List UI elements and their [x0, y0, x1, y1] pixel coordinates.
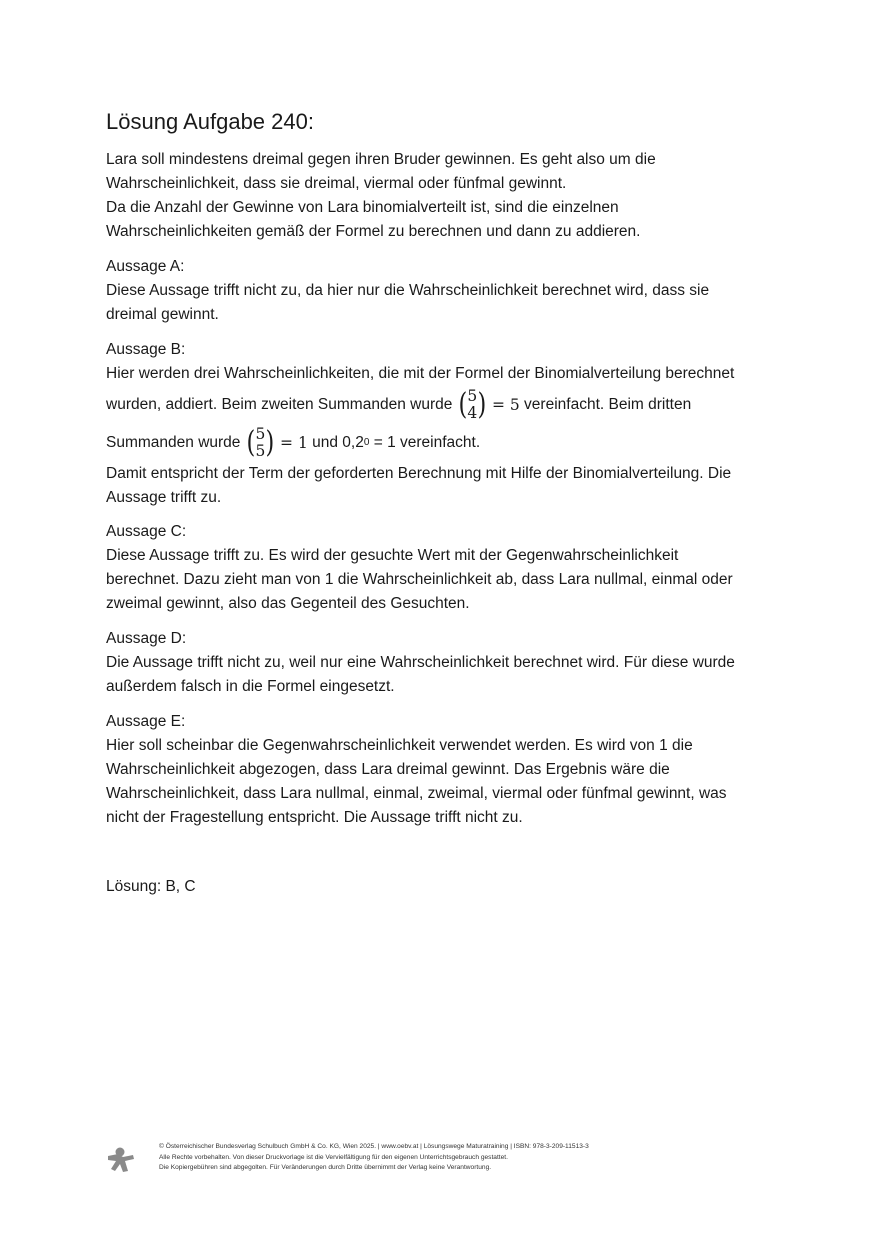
- aussage-e-section: [106, 710, 796, 830]
- intro-paragraph: [106, 148, 796, 244]
- aussage-b-binom-line-1: [106, 386, 796, 424]
- aussage-b-text: = 1 vereinfacht.: [369, 434, 481, 451]
- aussage-b-line: Hier werden drei Wahrscheinlichkeiten, die mit der Formel der Binomialverteilung berechnet: [106, 365, 735, 382]
- aussage-e-line: Wahrscheinlichkeit, dass Lara nullmal, einmal, zweimal, viermal oder fünfmal gewinnt, was: [106, 785, 727, 802]
- page-title: Lösung Aufgabe 240:: [106, 109, 314, 134]
- aussage-b-text: vereinfacht. Beim dritten: [519, 396, 692, 413]
- aussage-c-line: berechnet. Dazu zieht man von 1 die Wahrscheinlichkeit ab, dass Lara nullmal, einmal oder: [106, 571, 733, 588]
- aussage-e-line: Hier soll scheinbar die Gegenwahrscheinlichkeit verwendet werden. Es wird von 1 die: [106, 737, 693, 754]
- aussage-d-section: [106, 627, 796, 699]
- aussage-d-line: außerdem falsch in die Formel eingesetzt.: [106, 678, 395, 695]
- aussage-b-text: und 0,2: [307, 434, 364, 451]
- binom-bottom: 4: [467, 404, 478, 422]
- aussage-e-line: Wahrscheinlichkeit abgezogen, dass Lara dreimal gewinnt. Das Ergebnis wäre die: [106, 761, 670, 778]
- intro-line: Da die Anzahl der Gewinne von Lara binomialverteilt ist, sind die einzelnen: [106, 199, 619, 216]
- right-paren: ): [265, 425, 275, 460]
- intro-line: Wahrscheinlichkeit, dass sie dreimal, viermal oder fünfmal gewinnt.: [106, 175, 567, 192]
- aussage-b-line: Damit entspricht der Term der geforderten Berechnung mit Hilfe der Binomialverteilung. Die: [106, 465, 732, 482]
- aussage-c-line: Diese Aussage trifft zu. Es wird der gesuchte Wert mit der Gegenwahrscheinlichkeit: [106, 547, 679, 564]
- footer-text: [159, 1142, 589, 1174]
- solution-section: [106, 875, 796, 899]
- binom-equals: = 1: [280, 434, 308, 452]
- aussage-b-heading: Aussage B:: [106, 341, 186, 358]
- right-paren: ): [477, 387, 487, 422]
- binom-equals: = 5: [491, 396, 520, 414]
- aussage-b-text: Summanden wurde: [106, 434, 245, 451]
- aussage-a-line: dreimal gewinnt.: [106, 306, 219, 323]
- left-paren: (: [458, 387, 467, 422]
- binomial-coefficient: [245, 426, 276, 460]
- binomial-coefficient: [457, 388, 488, 422]
- footer-fees: Die Kopiergebühren sind abgegolten. Für Veränderungen durch Dritte übernimmt der Verlag keine Verantwortung.: [159, 1164, 492, 1172]
- publisher-logo-icon: [106, 1144, 136, 1174]
- binom-top: 5: [467, 387, 478, 405]
- aussage-a-section: [106, 255, 796, 327]
- left-paren: (: [246, 425, 255, 460]
- aussage-c-heading: Aussage C:: [106, 523, 187, 540]
- intro-line: Wahrscheinlichkeiten gemäß der Formel zu berechnen und dann zu addieren.: [106, 223, 641, 240]
- aussage-b-section: [106, 338, 796, 510]
- aussage-c-line: zweimal gewinnt, also das Gegenteil des Gesuchten.: [106, 595, 470, 612]
- aussage-b-binom-line-2: Summanden wurde ( 5 5 ) = 1 und 0,2 0 = 1 vereinfacht.: [106, 425, 481, 460]
- aussage-e-line: nicht der Fragestellung entspricht. Die Aussage trifft nicht zu.: [106, 809, 523, 826]
- footer-rights: Alle Rechte vorbehalten. Von dieser Druckvorlage ist die Vervielfältigung für den eigenen Unterrichtsgebrauch gestattet.: [159, 1153, 508, 1161]
- aussage-e-heading: Aussage E:: [106, 713, 186, 730]
- binom-bottom: 5: [255, 442, 266, 460]
- solution-text: Lösung: B, C: [106, 878, 196, 895]
- aussage-d-heading: Aussage D:: [106, 630, 187, 647]
- aussage-c-section: [106, 520, 796, 616]
- footer-copyright: © Österreichischer Bundesverlag Schulbuch GmbH & Co. KG, Wien 2025. | www.oebv.at | Lösungswege Maturatraining | ISBN: 978-3-209-11513-3: [159, 1143, 589, 1150]
- aussage-b-line: Aussage trifft zu.: [106, 489, 222, 506]
- aussage-a-heading: Aussage A:: [106, 258, 185, 275]
- aussage-b-text: wurden, addiert. Beim zweiten Summanden wurde: [106, 396, 457, 413]
- page-footer: [106, 1142, 806, 1182]
- aussage-a-line: Diese Aussage trifft nicht zu, da hier nur die Wahrscheinlichkeit berechnet wird, dass sie: [106, 282, 710, 299]
- intro-line: Lara soll mindestens dreimal gegen ihren Bruder gewinnen. Es geht also um die: [106, 151, 656, 168]
- aussage-d-line: Die Aussage trifft nicht zu, weil nur eine Wahrscheinlichkeit berechnet wird. Für diese wurde: [106, 654, 735, 671]
- binom-top: 5: [255, 425, 266, 443]
